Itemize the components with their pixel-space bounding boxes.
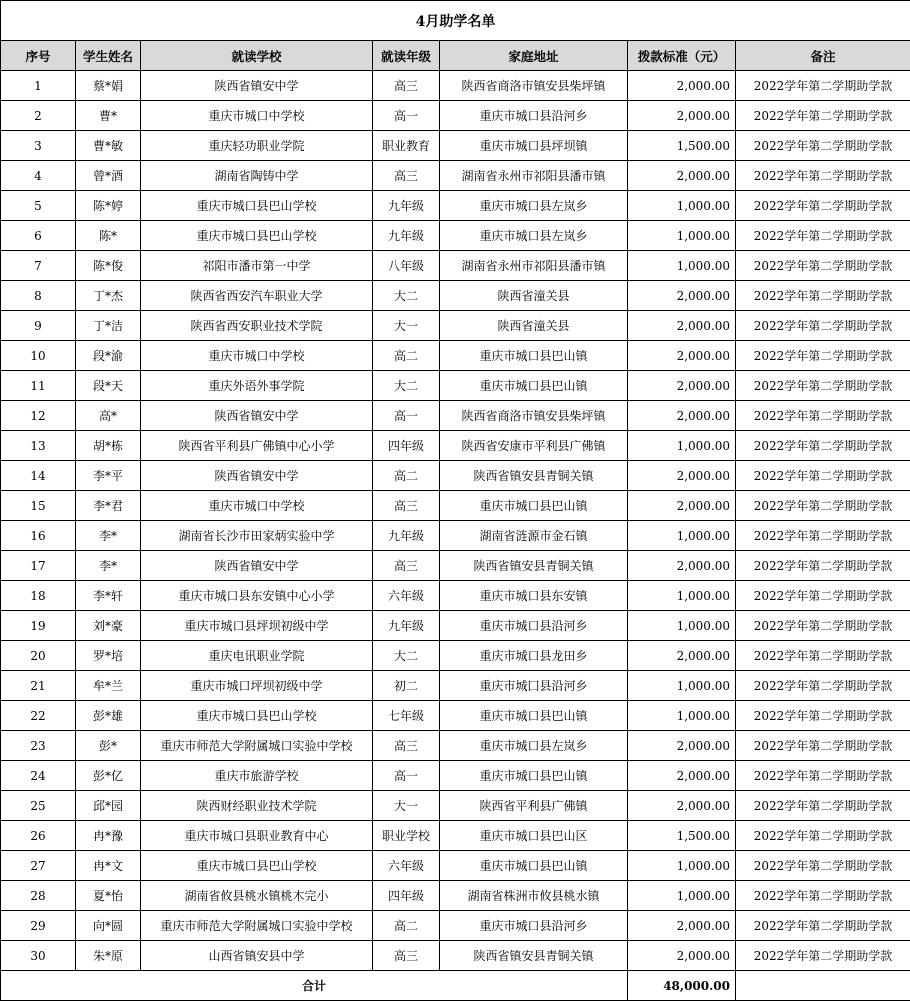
cell-remark: 2022学年第二学期助学款 [736, 131, 910, 161]
header-cell-address: 家庭地址 [440, 41, 628, 71]
total-remark [736, 971, 910, 1001]
cell-index: 3 [1, 131, 76, 161]
cell-index: 21 [1, 671, 76, 701]
table-row [1, 401, 910, 431]
cell-amount: 1,000.00 [628, 191, 736, 221]
cell-student-name: 刘*豪 [76, 611, 141, 641]
table-row [1, 551, 910, 581]
cell-school: 重庆市旅游学校 [141, 761, 373, 791]
cell-grade: 大二 [373, 641, 440, 671]
cell-grade: 大一 [373, 311, 440, 341]
cell-address: 陕西省潼关县 [440, 311, 628, 341]
cell-student-name: 李* [76, 521, 141, 551]
cell-address: 重庆市城口县巴山镇 [440, 701, 628, 731]
cell-amount: 1,000.00 [628, 701, 736, 731]
cell-address: 陕西省潼关县 [440, 281, 628, 311]
cell-school: 重庆市城口中学校 [141, 491, 373, 521]
cell-address: 重庆市城口县沿河乡 [440, 911, 628, 941]
table-row [1, 71, 910, 101]
cell-student-name: 曹* [76, 101, 141, 131]
cell-address: 陕西省商洛市镇安县柴坪镇 [440, 71, 628, 101]
cell-remark: 2022学年第二学期助学款 [736, 731, 910, 761]
cell-index: 2 [1, 101, 76, 131]
cell-school: 重庆市城口坪坝初级中学 [141, 671, 373, 701]
cell-address: 重庆市城口县东安镇 [440, 581, 628, 611]
cell-remark: 2022学年第二学期助学款 [736, 761, 910, 791]
cell-amount: 2,000.00 [628, 341, 736, 371]
cell-remark: 2022学年第二学期助学款 [736, 101, 910, 131]
table-row [1, 641, 910, 671]
cell-index: 20 [1, 641, 76, 671]
cell-address: 重庆市城口县沿河乡 [440, 101, 628, 131]
cell-student-name: 曾*酒 [76, 161, 141, 191]
cell-school: 陕西省镇安中学 [141, 401, 373, 431]
table-row [1, 431, 910, 461]
cell-index: 26 [1, 821, 76, 851]
cell-amount: 2,000.00 [628, 551, 736, 581]
cell-grade: 高三 [373, 491, 440, 521]
cell-amount: 2,000.00 [628, 71, 736, 101]
cell-address: 陕西省安康市平利县广佛镇 [440, 431, 628, 461]
cell-remark: 2022学年第二学期助学款 [736, 551, 910, 581]
cell-address: 重庆市城口县巴山镇 [440, 761, 628, 791]
cell-address: 重庆市城口县左岚乡 [440, 191, 628, 221]
cell-student-name: 向*圆 [76, 911, 141, 941]
cell-address: 重庆市城口县巴山镇 [440, 851, 628, 881]
cell-school: 重庆市城口县坪坝初级中学 [141, 611, 373, 641]
table-row [1, 371, 910, 401]
cell-amount: 1,000.00 [628, 251, 736, 281]
cell-grade: 初二 [373, 671, 440, 701]
cell-address: 陕西省镇安县青铜关镇 [440, 461, 628, 491]
cell-school: 重庆市城口县巴山学校 [141, 851, 373, 881]
cell-amount: 2,000.00 [628, 161, 736, 191]
cell-index: 9 [1, 311, 76, 341]
cell-student-name: 李*君 [76, 491, 141, 521]
table-row [1, 281, 910, 311]
cell-grade: 七年级 [373, 701, 440, 731]
table-row [1, 671, 910, 701]
cell-index: 23 [1, 731, 76, 761]
cell-amount: 2,000.00 [628, 311, 736, 341]
cell-amount: 2,000.00 [628, 401, 736, 431]
cell-remark: 2022学年第二学期助学款 [736, 641, 910, 671]
cell-grade: 大二 [373, 281, 440, 311]
cell-school: 重庆外语外事学院 [141, 371, 373, 401]
cell-grade: 六年级 [373, 581, 440, 611]
table-row [1, 221, 910, 251]
cell-school: 重庆市城口中学校 [141, 101, 373, 131]
cell-remark: 2022学年第二学期助学款 [736, 701, 910, 731]
cell-remark: 2022学年第二学期助学款 [736, 71, 910, 101]
cell-address: 湖南省涟源市金石镇 [440, 521, 628, 551]
cell-remark: 2022学年第二学期助学款 [736, 161, 910, 191]
cell-school: 湖南省长沙市田家炳实验中学 [141, 521, 373, 551]
cell-amount: 2,000.00 [628, 371, 736, 401]
cell-student-name: 彭*雄 [76, 701, 141, 731]
cell-student-name: 高* [76, 401, 141, 431]
cell-amount: 1,000.00 [628, 581, 736, 611]
cell-amount: 2,000.00 [628, 911, 736, 941]
cell-remark: 2022学年第二学期助学款 [736, 191, 910, 221]
cell-grade: 高三 [373, 731, 440, 761]
table-row [1, 491, 910, 521]
table-row [1, 611, 910, 641]
cell-index: 24 [1, 761, 76, 791]
cell-grade: 职业教育 [373, 131, 440, 161]
table-row [1, 131, 910, 161]
cell-grade: 高一 [373, 101, 440, 131]
cell-index: 11 [1, 371, 76, 401]
table-row [1, 701, 910, 731]
cell-amount: 1,000.00 [628, 611, 736, 641]
cell-school: 祁阳市潘市第一中学 [141, 251, 373, 281]
cell-school: 重庆市城口县职业教育中心 [141, 821, 373, 851]
cell-grade: 高三 [373, 551, 440, 581]
cell-grade: 四年级 [373, 431, 440, 461]
cell-grade: 六年级 [373, 851, 440, 881]
cell-student-name: 段*渝 [76, 341, 141, 371]
table-row [1, 251, 910, 281]
cell-amount: 1,000.00 [628, 851, 736, 881]
cell-student-name: 丁*杰 [76, 281, 141, 311]
cell-remark: 2022学年第二学期助学款 [736, 851, 910, 881]
table-row [1, 911, 910, 941]
cell-address: 重庆市城口县巴山镇 [440, 371, 628, 401]
cell-student-name: 冉*文 [76, 851, 141, 881]
cell-index: 14 [1, 461, 76, 491]
cell-address: 重庆市城囗县沿河乡 [440, 671, 628, 701]
cell-index: 4 [1, 161, 76, 191]
cell-remark: 2022学年第二学期助学款 [736, 461, 910, 491]
cell-school: 陕西省镇安中学 [141, 71, 373, 101]
cell-amount: 1,500.00 [628, 821, 736, 851]
cell-school: 陕西财经职业技术学院 [141, 791, 373, 821]
cell-grade: 大二 [373, 371, 440, 401]
cell-school: 陕西省镇安中学 [141, 551, 373, 581]
cell-address: 重庆市城口县巴山区 [440, 821, 628, 851]
cell-index: 5 [1, 191, 76, 221]
cell-school: 重庆市城口中学校 [141, 341, 373, 371]
cell-student-name: 李*轩 [76, 581, 141, 611]
header-cell-school: 就读学校 [141, 41, 373, 71]
cell-grade: 高一 [373, 761, 440, 791]
cell-amount: 1,500.00 [628, 131, 736, 161]
cell-amount: 1,000.00 [628, 221, 736, 251]
table-row [1, 731, 910, 761]
header-cell-remark: 备注 [736, 41, 910, 71]
cell-grade: 高二 [373, 461, 440, 491]
cell-amount: 2,000.00 [628, 461, 736, 491]
cell-address: 陕西省商洛市镇安县柴坪镇 [440, 401, 628, 431]
cell-remark: 2022学年第二学期助学款 [736, 941, 910, 971]
cell-address: 重庆市城口县坪坝镇 [440, 131, 628, 161]
cell-index: 18 [1, 581, 76, 611]
cell-address: 陕西省镇安县青铜关镇 [440, 551, 628, 581]
cell-student-name: 彭* [76, 731, 141, 761]
cell-address: 陕西省镇安县青铜关镇 [440, 941, 628, 971]
cell-school: 山西省镇安县中学 [141, 941, 373, 971]
cell-index: 27 [1, 851, 76, 881]
cell-remark: 2022学年第二学期助学款 [736, 611, 910, 641]
cell-amount: 2,000.00 [628, 761, 736, 791]
cell-remark: 2022学年第二学期助学款 [736, 221, 910, 251]
table-row [1, 161, 910, 191]
table-row [1, 341, 910, 371]
cell-student-name: 罗*培 [76, 641, 141, 671]
cell-school: 湖南省陶铸中学 [141, 161, 373, 191]
cell-remark: 2022学年第二学期助学款 [736, 521, 910, 551]
cell-student-name: 蔡*娟 [76, 71, 141, 101]
cell-student-name: 李* [76, 551, 141, 581]
cell-student-name: 李*平 [76, 461, 141, 491]
cell-address: 重庆市城口县左岚乡 [440, 221, 628, 251]
cell-remark: 2022学年第二学期助学款 [736, 911, 910, 941]
cell-remark: 2022学年第二学期助学款 [736, 311, 910, 341]
cell-student-name: 牟*兰 [76, 671, 141, 701]
cell-index: 13 [1, 431, 76, 461]
table-row [1, 311, 910, 341]
cell-school: 湖南省攸县桃水镇桃木完小 [141, 881, 373, 911]
cell-amount: 2,000.00 [628, 491, 736, 521]
cell-remark: 2022学年第二学期助学款 [736, 341, 910, 371]
cell-school: 陕西省平利县广佛镇中心小学 [141, 431, 373, 461]
cell-student-name: 曹*敏 [76, 131, 141, 161]
header-cell-amount: 拨款标准（元） [628, 41, 736, 71]
cell-school: 重庆轻功职业学院 [141, 131, 373, 161]
cell-amount: 1,000.00 [628, 431, 736, 461]
cell-grade: 九年级 [373, 611, 440, 641]
cell-remark: 2022学年第二学期助学款 [736, 791, 910, 821]
table-row [1, 581, 910, 611]
cell-address: 陕西省平利县广佛镇 [440, 791, 628, 821]
cell-remark: 2022学年第二学期助学款 [736, 671, 910, 701]
cell-remark: 2022学年第二学期助学款 [736, 821, 910, 851]
cell-remark: 2022学年第二学期助学款 [736, 371, 910, 401]
table-row [1, 101, 910, 131]
cell-student-name: 陈* [76, 221, 141, 251]
table-row [1, 941, 910, 971]
cell-school: 陕西省西安职业技术学院 [141, 311, 373, 341]
cell-address: 湖南省永州市祁阳县潘市镇 [440, 251, 628, 281]
cell-amount: 2,000.00 [628, 641, 736, 671]
table-row [1, 761, 910, 791]
cell-amount: 2,000.00 [628, 281, 736, 311]
cell-index: 28 [1, 881, 76, 911]
cell-student-name: 彭*亿 [76, 761, 141, 791]
cell-address: 重庆市城口县巴山镇 [440, 341, 628, 371]
cell-remark: 2022学年第二学期助学款 [736, 251, 910, 281]
cell-address: 湖南省株洲市攸县桃水镇 [440, 881, 628, 911]
cell-address: 重庆市城口县左岚乡 [440, 731, 628, 761]
cell-school: 陕西省镇安中学 [141, 461, 373, 491]
cell-remark: 2022学年第二学期助学款 [736, 401, 910, 431]
cell-amount: 2,000.00 [628, 101, 736, 131]
page-title: 4月助学名单 [1, 1, 910, 41]
cell-grade: 高三 [373, 161, 440, 191]
cell-amount: 2,000.00 [628, 791, 736, 821]
cell-school: 陕西省西安汽车职业大学 [141, 281, 373, 311]
cell-address: 重庆市城口县龙田乡 [440, 641, 628, 671]
total-row [1, 971, 910, 1001]
header-cell-index: 序号 [1, 41, 76, 71]
cell-index: 10 [1, 341, 76, 371]
cell-address: 重庆市城口县巴山镇 [440, 491, 628, 521]
cell-amount: 1,000.00 [628, 521, 736, 551]
cell-remark: 2022学年第二学期助学款 [736, 881, 910, 911]
cell-student-name: 朱*原 [76, 941, 141, 971]
total-amount: 48,000.00 [628, 971, 736, 1001]
cell-amount: 2,000.00 [628, 941, 736, 971]
cell-grade: 九年级 [373, 191, 440, 221]
cell-grade: 大一 [373, 791, 440, 821]
cell-school: 重庆市城口县东安镇中心小学 [141, 581, 373, 611]
table-row [1, 191, 910, 221]
cell-grade: 高二 [373, 911, 440, 941]
cell-index: 22 [1, 701, 76, 731]
cell-grade: 四年级 [373, 881, 440, 911]
header-cell-name: 学生姓名 [76, 41, 141, 71]
cell-grade: 九年级 [373, 221, 440, 251]
cell-student-name: 夏*怡 [76, 881, 141, 911]
cell-index: 8 [1, 281, 76, 311]
cell-grade: 高三 [373, 71, 440, 101]
cell-index: 1 [1, 71, 76, 101]
cell-student-name: 冉*豫 [76, 821, 141, 851]
cell-index: 6 [1, 221, 76, 251]
cell-student-name: 丁*洁 [76, 311, 141, 341]
cell-index: 7 [1, 251, 76, 281]
cell-school: 重庆市城口县巴山学校 [141, 191, 373, 221]
cell-remark: 2022学年第二学期助学款 [736, 431, 910, 461]
cell-address: 湖南省永州市祁阳县潘市镇 [440, 161, 628, 191]
cell-grade: 高一 [373, 401, 440, 431]
cell-remark: 2022学年第二学期助学款 [736, 581, 910, 611]
cell-index: 17 [1, 551, 76, 581]
cell-index: 15 [1, 491, 76, 521]
cell-amount: 1,000.00 [628, 881, 736, 911]
cell-school: 重庆市城口县巴山学校 [141, 701, 373, 731]
cell-index: 29 [1, 911, 76, 941]
cell-index: 19 [1, 611, 76, 641]
cell-school: 重庆市城口县巴山学校 [141, 221, 373, 251]
cell-grade: 九年级 [373, 521, 440, 551]
cell-index: 25 [1, 791, 76, 821]
cell-grade: 职业学校 [373, 821, 440, 851]
table-row [1, 881, 910, 911]
table-row [1, 521, 910, 551]
table-row [1, 851, 910, 881]
table-row [1, 791, 910, 821]
cell-grade: 八年级 [373, 251, 440, 281]
header-cell-grade: 就读年级 [373, 41, 440, 71]
cell-grade: 高二 [373, 341, 440, 371]
title-row [1, 1, 910, 41]
cell-remark: 2022学年第二学期助学款 [736, 281, 910, 311]
cell-school: 重庆市师范大学附属城口实验中学校 [141, 911, 373, 941]
cell-student-name: 段*天 [76, 371, 141, 401]
cell-school: 重庆电讯职业学院 [141, 641, 373, 671]
cell-grade: 高三 [373, 941, 440, 971]
cell-index: 12 [1, 401, 76, 431]
cell-remark: 2022学年第二学期助学款 [736, 491, 910, 521]
cell-address: 重庆市城口县沿河乡 [440, 611, 628, 641]
cell-index: 16 [1, 521, 76, 551]
cell-school: 重庆市师范大学附属城口实验中学校 [141, 731, 373, 761]
header-row [1, 41, 910, 71]
table-row [1, 461, 910, 491]
cell-amount: 2,000.00 [628, 731, 736, 761]
cell-student-name: 胡*栋 [76, 431, 141, 461]
table-row [1, 821, 910, 851]
total-label: 合计 [1, 971, 628, 1001]
cell-student-name: 陈*俊 [76, 251, 141, 281]
cell-amount: 1,000.00 [628, 671, 736, 701]
cell-student-name: 邱*园 [76, 791, 141, 821]
cell-index: 30 [1, 941, 76, 971]
cell-student-name: 陈*婷 [76, 191, 141, 221]
